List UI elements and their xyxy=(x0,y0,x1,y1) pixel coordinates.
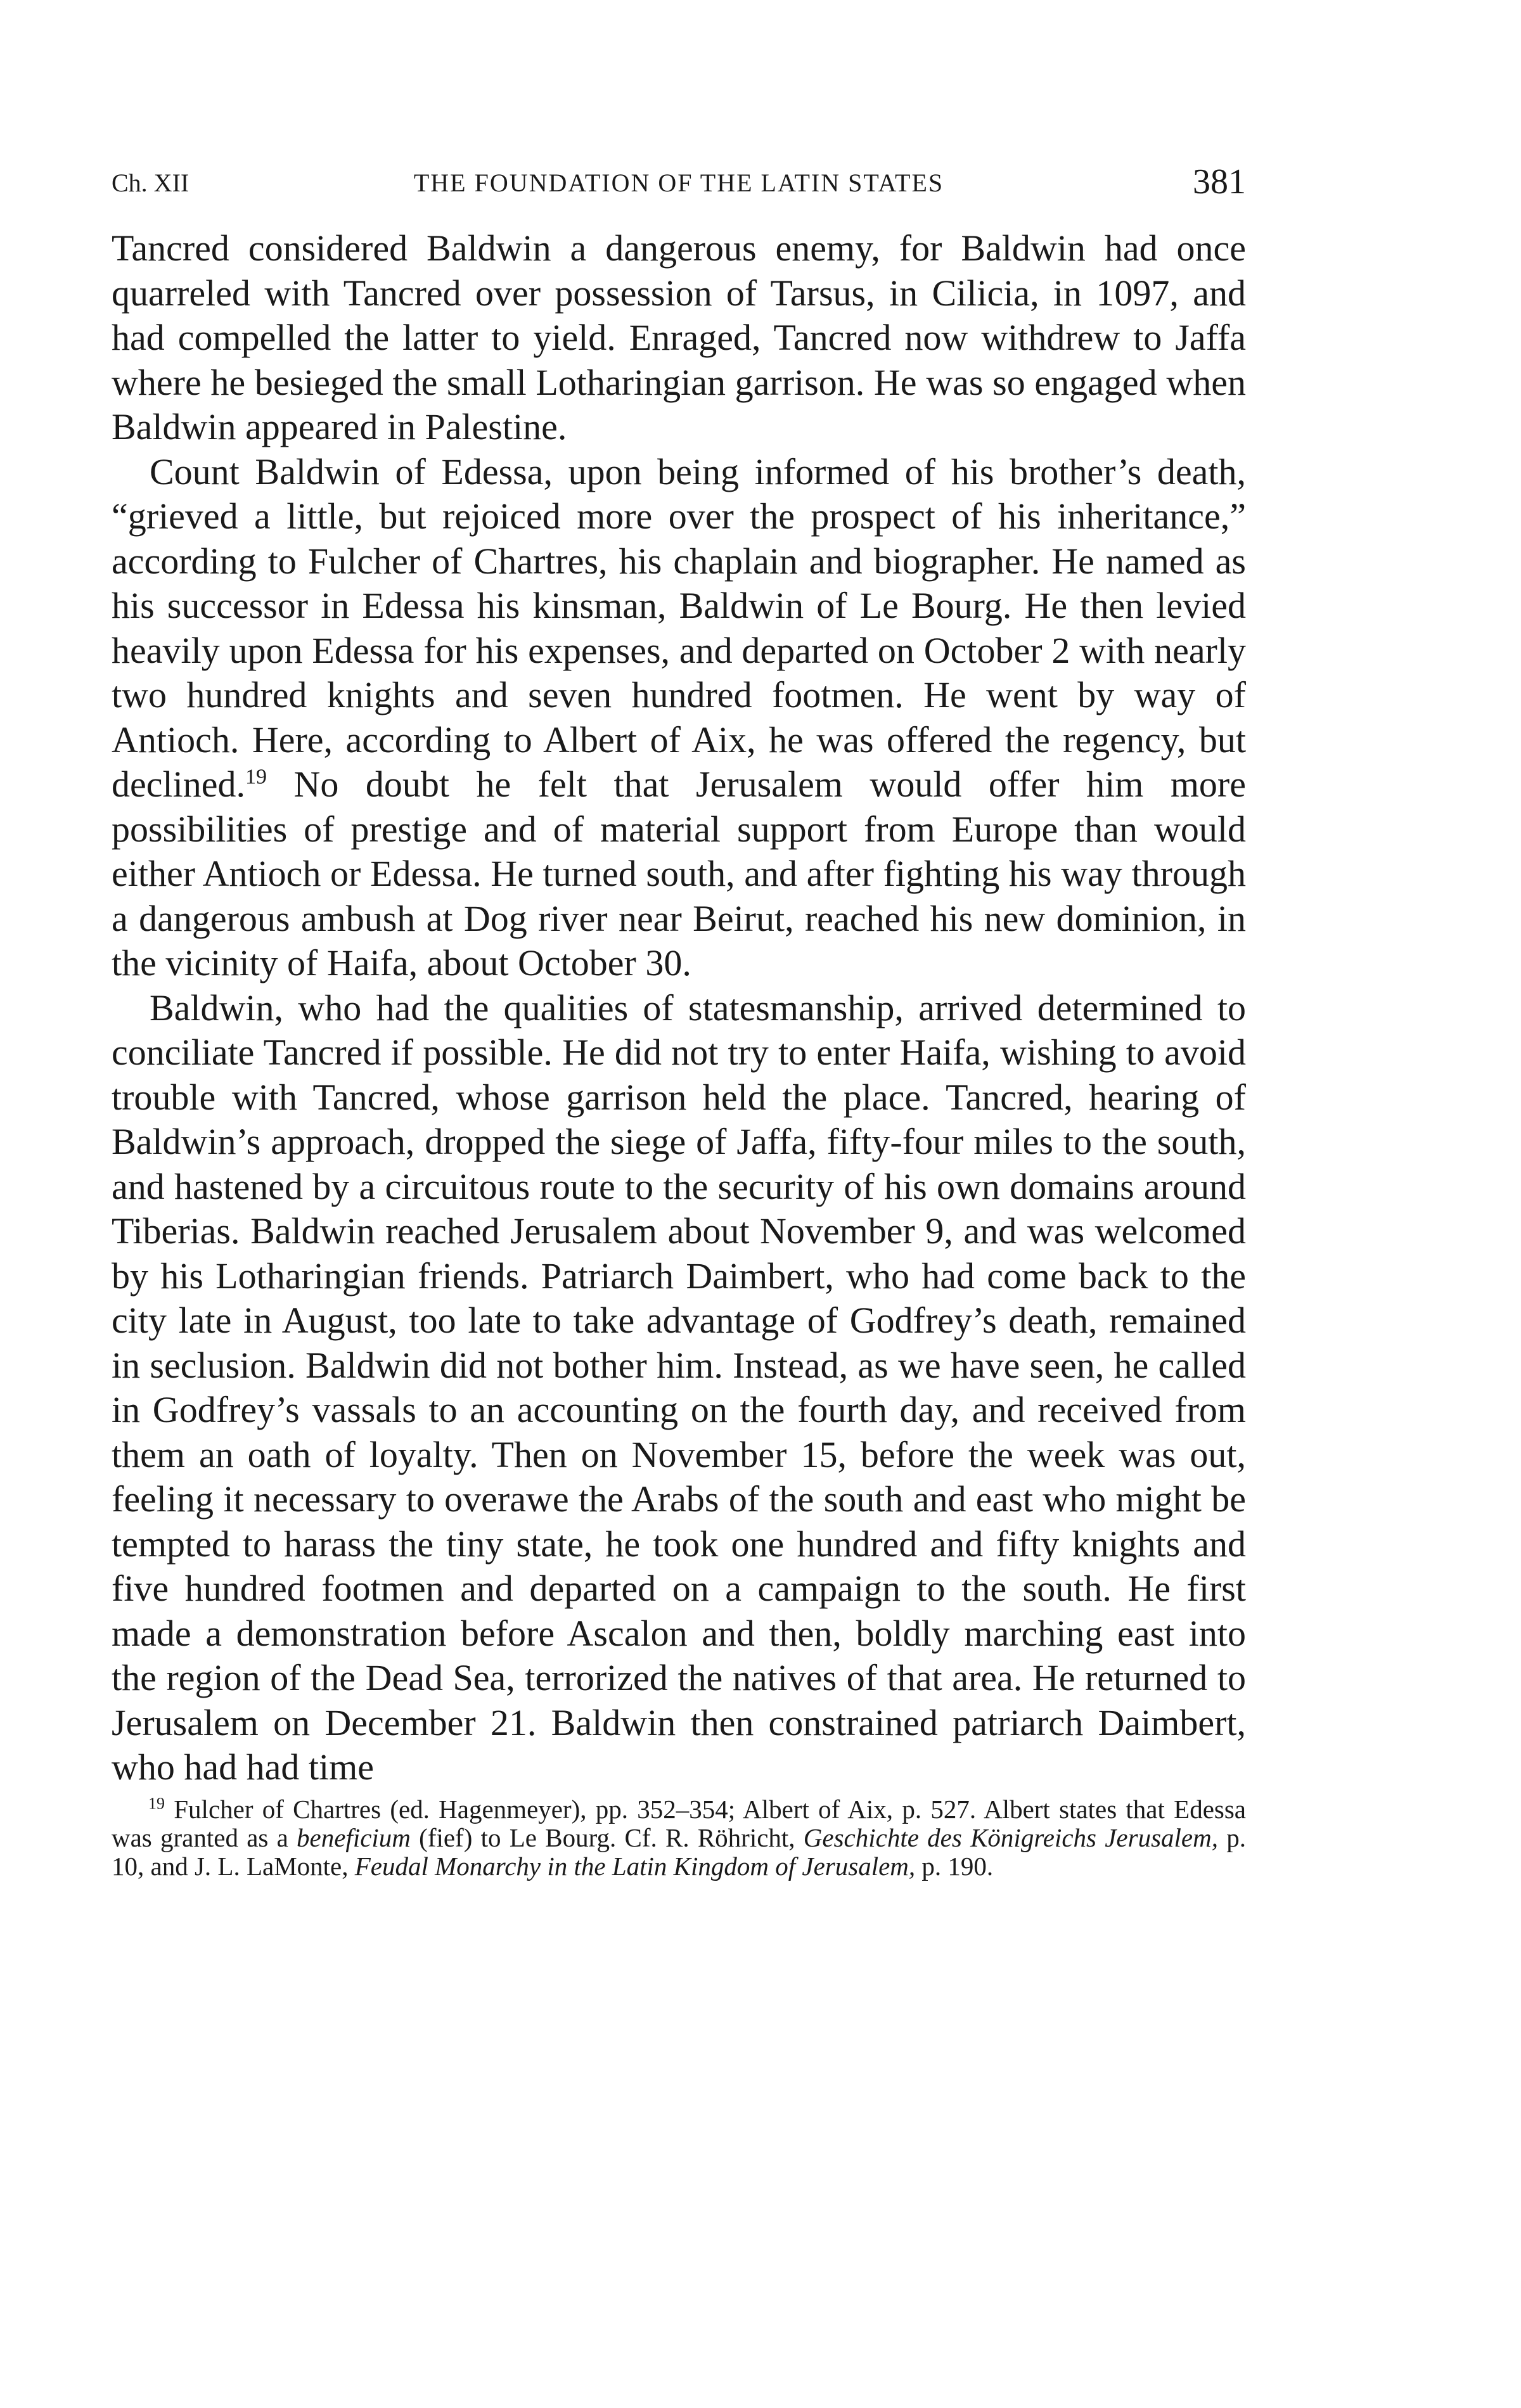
footnote-italic-2: Geschichte des Königreichs Jerusalem, xyxy=(803,1822,1218,1852)
footnote-text-3: p. 10, and J. L. LaMonte, xyxy=(112,1822,1246,1881)
paragraph-2 xyxy=(112,450,1246,986)
footnote-mark: 19 xyxy=(148,1793,165,1812)
footnote-italic-3: Feudal Monarchy in the Latin Kingdom of Jerusalem, xyxy=(354,1851,916,1881)
running-head xyxy=(112,162,1246,200)
footnote-text-4: p. 190. xyxy=(915,1851,994,1881)
footnote-ref-19: 19 xyxy=(245,765,267,789)
footnote-italic-1: beneficium xyxy=(297,1822,411,1852)
body-text xyxy=(112,226,1246,1790)
paragraph-2-text-a: Count Baldwin of Edessa, upon being informed of his brother’s death, “grieved a little, but rejoiced more over the prospect of his inheritance,” according to Fulcher of Chartres, his chaplain and biographer. He named as his successor in Edessa his kinsman, Baldwin of Le Bourg. He then levied heavily upon Edessa for his expenses, and departed on October 2 with nearly two hundred knights and seven hundred footmen. He went by way of Antioch. Here, according to Albert of Aix, he was offered the regency, but declined. xyxy=(112,451,1246,805)
paragraph-1: Tancred considered Baldwin a dangerous enemy, for Baldwin had once quarreled with Tancred over possession of Tarsus, in Cilicia, in 1097, and had compelled the latter to yield. Enraged, Tancred now withdrew to Jaffa where he besieged the small Lotharingian garrison. He was so engaged when Baldwin appeared in Palestine. xyxy=(112,227,1246,447)
paragraph-3: Baldwin, who had the qualities of statesmanship, arrived determined to conciliate Tancred if possible. He did not try to enter Haifa, wishing to avoid trouble with Tancred, whose garrison held the place. Tancred, hearing of Baldwin’s approach, dropped the siege of Jaffa, fifty-four miles to the south, and hastened by a circuitous route to the security of his own domains around Tiberias. Baldwin reached Jerusalem about November 9, and was welcomed by his Lotharingian friends. Patriarch Daimbert, who had come back to the city late in August, too late to take advantage of Godfrey’s death, remained in seclusion. Baldwin did not bother him. Instead, as we have seen, he called in Godfrey’s vassals to an accounting on the fourth day, and received from them an oath of loyalty. Then on November 15, before the week was out, feeling it necessary to overawe the Arabs of the south and east who might be tempted to harass the tiny state, he took one hundred and fifty knights and five hundred footmen and departed on a campaign to the south. He first made a demonstration before Ascalon and then, boldly marching east into the region of the Dead Sea, terrorized the natives of that area. He returned to Jerusalem on December 21. Baldwin then constrained patriarch Daimbert, who had had time xyxy=(112,987,1246,1788)
footnote-19 xyxy=(112,1795,1246,1881)
page-number: 381 xyxy=(1193,162,1246,202)
book-page xyxy=(112,162,1246,1881)
running-title: THE FOUNDATION OF THE LATIN STATES xyxy=(413,169,944,197)
footnote-text-1: Fulcher of Chartres (ed. Hagenmeyer), pp. 352–354; Albert of Aix, p. 527. Albert states that Edessa was granted as a xyxy=(112,1794,1246,1852)
paragraph-2-text-b: No doubt he felt that Jerusalem would offer him more possibilities of prestige and of material support from Europe than would either Antioch or Edessa. He turned south, and after fighting his way through a dangerous ambush at Dog river near Beirut, reached his new dominion, in the vicinity of Haifa, about October 30. xyxy=(112,764,1246,983)
chapter-label: Ch. XII xyxy=(112,169,189,197)
footnote xyxy=(112,1795,1246,1881)
footnote-text-2: (fief) to Le Bourg. Cf. R. Röhricht, xyxy=(410,1822,804,1852)
